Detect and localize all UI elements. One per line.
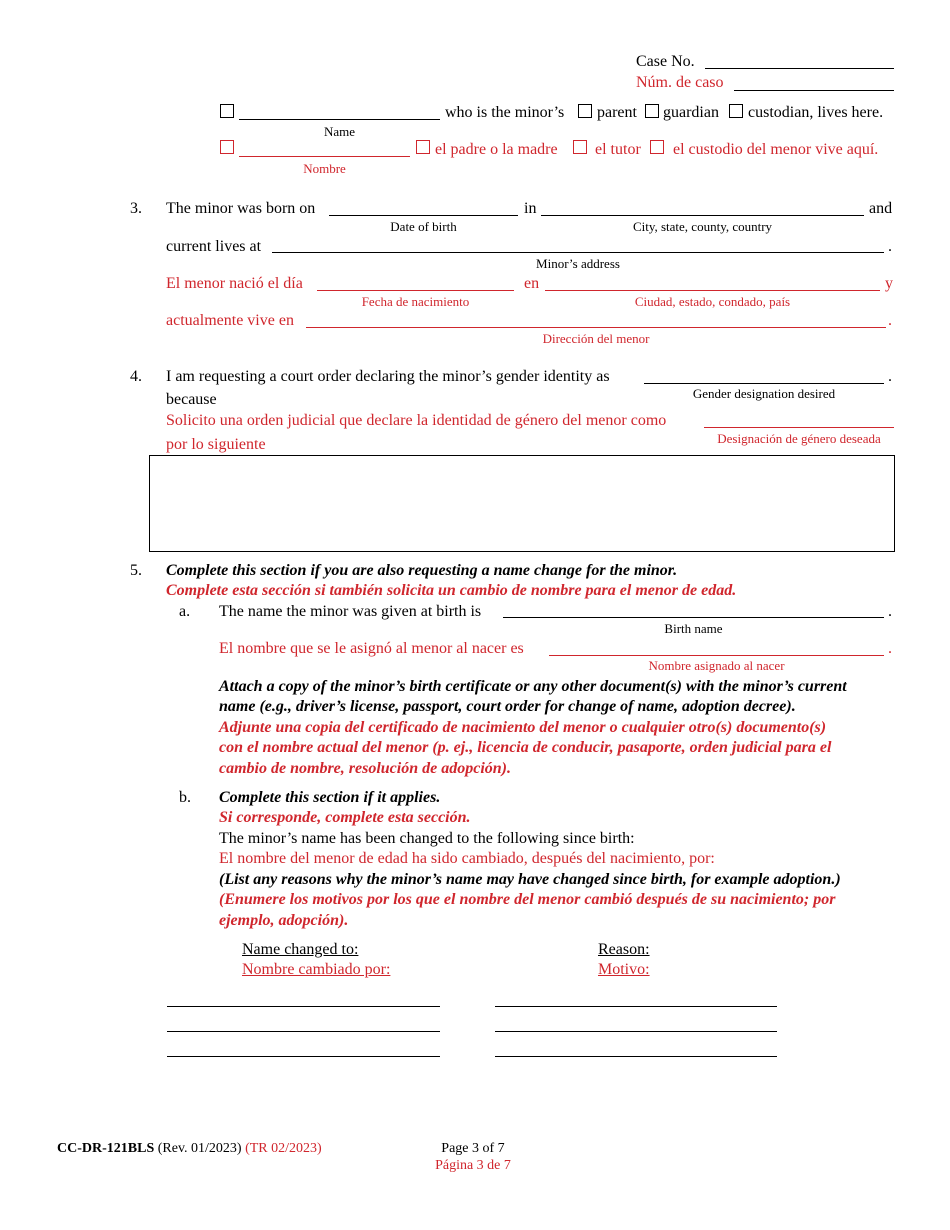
resident-name-caption: Name [323, 124, 356, 139]
birth-name-field-es[interactable] [549, 655, 884, 656]
minor-relation-text: who is the minor’s [445, 104, 565, 121]
section-4-number: 4. [130, 368, 142, 385]
case-no-field-es[interactable] [734, 90, 894, 91]
born-on-text-es: El menor nació el día [166, 275, 303, 292]
birth-name-text-es: El nombre que se le asignó al menor al nacer es [219, 640, 524, 657]
in-text: in [524, 200, 537, 217]
birth-name-field[interactable] [503, 617, 884, 618]
name-changed-text-es: El nombre del menor de edad ha sido cambiado, después del nacimiento, por: [219, 850, 715, 867]
section-5-heading: Complete this section if you are also requesting a name change for the minor. [166, 562, 678, 579]
gender-designation-caption-es: Designación de género deseada [717, 431, 881, 446]
name-changed-field-3[interactable] [167, 1056, 440, 1057]
name-changed-column-header-es: Nombre cambiado por: [242, 961, 391, 978]
name-changed-field-2[interactable] [167, 1031, 440, 1032]
form-revision: (Rev. 01/2023) [157, 1141, 242, 1156]
because-text-es: por lo siguiente [166, 436, 266, 453]
section-5b-letter: b. [179, 789, 191, 806]
because-text: because [166, 391, 217, 408]
gender-designation-caption: Gender designation desired [692, 386, 836, 401]
section-5b-heading-es: Si corresponde, complete esta sección. [219, 809, 471, 826]
minor-address-caption-es: Dirección del menor [542, 331, 650, 346]
attach-instruction-es-line-1: Adjunte una copia del certificado de nacimiento del menor o cualquier otro(s) documento(s) [219, 719, 827, 736]
page-number-es: Página 3 de 7 [435, 1158, 511, 1173]
place-of-birth-field-es[interactable] [545, 290, 880, 291]
translation-revision: (TR 02/2023) [245, 1141, 322, 1156]
list-reasons-note-es-line-1: (Enumere los motivos por los que el nombre del menor cambió después de su nacimiento; por [219, 891, 836, 908]
resident-checkbox[interactable] [220, 104, 234, 118]
birth-name-caption: Birth name [664, 621, 723, 636]
resident-name-caption-es: Nombre [303, 161, 346, 176]
guardian-label: guardian [663, 104, 719, 121]
gender-period: . [888, 368, 892, 385]
page-number: Page 3 of 7 [441, 1141, 505, 1156]
date-of-birth-field[interactable] [329, 215, 518, 216]
case-no-label: Case No. [636, 53, 695, 70]
date-of-birth-caption-es: Fecha de nacimiento [361, 294, 470, 309]
current-lives-at-text: current lives at [166, 238, 262, 255]
form-id: CC-DR-121BLS [57, 1141, 155, 1156]
birth-name-text: The name the minor was given at birth is [219, 603, 482, 620]
section-5a-letter: a. [179, 603, 191, 620]
name-changed-column-header: Name changed to: [242, 941, 359, 958]
date-of-birth-field-es[interactable] [317, 290, 514, 291]
reason-textbox[interactable] [149, 455, 895, 552]
reason-field-3[interactable] [495, 1056, 777, 1057]
custodian-checkbox[interactable] [729, 104, 743, 118]
minor-address-field-es[interactable] [306, 327, 886, 328]
and-text: and [869, 200, 893, 217]
requesting-text-es: Solicito una orden judicial que declare la identidad de género del menor como [166, 412, 667, 429]
tutor-label-es: el tutor [595, 141, 641, 158]
name-changed-field-1[interactable] [167, 1006, 440, 1007]
attach-instruction-line-1: Attach a copy of the minor’s birth certificate or any other document(s) with the minor’s current [219, 678, 847, 695]
parent-checkbox[interactable] [578, 104, 592, 118]
minor-address-field[interactable] [272, 252, 884, 253]
tutor-checkbox-es[interactable] [573, 140, 587, 154]
attach-instruction-es-line-2: con el nombre actual del menor (p. ej., licencia de conducir, pasaporte, orden judicial para el [219, 739, 832, 756]
birth-name-caption-es: Nombre asignado al nacer [648, 658, 785, 673]
reason-field-2[interactable] [495, 1031, 777, 1032]
case-no-label-es: Núm. de caso [636, 74, 724, 91]
resident-name-field-es[interactable] [239, 156, 410, 157]
name-changed-text: The minor’s name has been changed to the following since birth: [219, 830, 635, 847]
section-5b-heading: Complete this section if it applies. [219, 789, 441, 806]
gender-designation-field[interactable] [644, 383, 884, 384]
birth-name-period-es: . [888, 640, 892, 657]
birth-name-period: . [888, 603, 892, 620]
date-of-birth-caption: Date of birth [390, 219, 457, 234]
section-3-number: 3. [130, 200, 142, 217]
resident-name-field[interactable] [239, 119, 440, 120]
custodian-label: custodian, lives here. [748, 104, 884, 121]
guardian-checkbox[interactable] [645, 104, 659, 118]
section-5-number: 5. [130, 562, 142, 579]
place-of-birth-caption-es: Ciudad, estado, condado, país [634, 294, 791, 309]
list-reasons-note: (List any reasons why the minor’s name may have changed since birth, for example adoption.) [219, 871, 841, 888]
parent-checkbox-es[interactable] [416, 140, 430, 154]
custodian-label-es: el custodio del menor vive aquí. [673, 141, 879, 158]
and-text-es: y [885, 275, 893, 292]
parent-label-es: el padre o la madre [435, 141, 558, 158]
minor-address-caption: Minor’s address [536, 256, 620, 271]
section-5-heading-es: Complete esta sección si también solicita un cambio de nombre para el menor de edad. [166, 582, 737, 599]
reason-field-1[interactable] [495, 1006, 777, 1007]
footer-form-info [57, 1140, 322, 1157]
address-period: . [888, 238, 892, 255]
reason-column-header: Reason: [598, 941, 650, 958]
list-reasons-note-es-line-2: ejemplo, adopción). [219, 912, 349, 929]
custodian-checkbox-es[interactable] [650, 140, 664, 154]
parent-label: parent [597, 104, 637, 121]
gender-designation-field-es[interactable] [704, 427, 894, 428]
resident-checkbox-es[interactable] [220, 140, 234, 154]
lives-at-text-es: actualmente vive en [166, 312, 294, 329]
reason-column-header-es: Motivo: [598, 961, 650, 978]
attach-instruction-line-2: name (e.g., driver’s license, passport, court order for change of name, adoption decree). [219, 698, 796, 715]
born-on-text: The minor was born on [166, 200, 316, 217]
attach-instruction-es-line-3: cambio de nombre, resolución de adopción). [219, 760, 511, 777]
in-text-es: en [524, 275, 540, 292]
requesting-text: I am requesting a court order declaring the minor’s gender identity as [166, 368, 610, 385]
address-period-es: . [888, 312, 892, 329]
place-of-birth-field[interactable] [541, 215, 864, 216]
place-of-birth-caption: City, state, county, country [632, 219, 773, 234]
case-no-field[interactable] [705, 68, 894, 69]
